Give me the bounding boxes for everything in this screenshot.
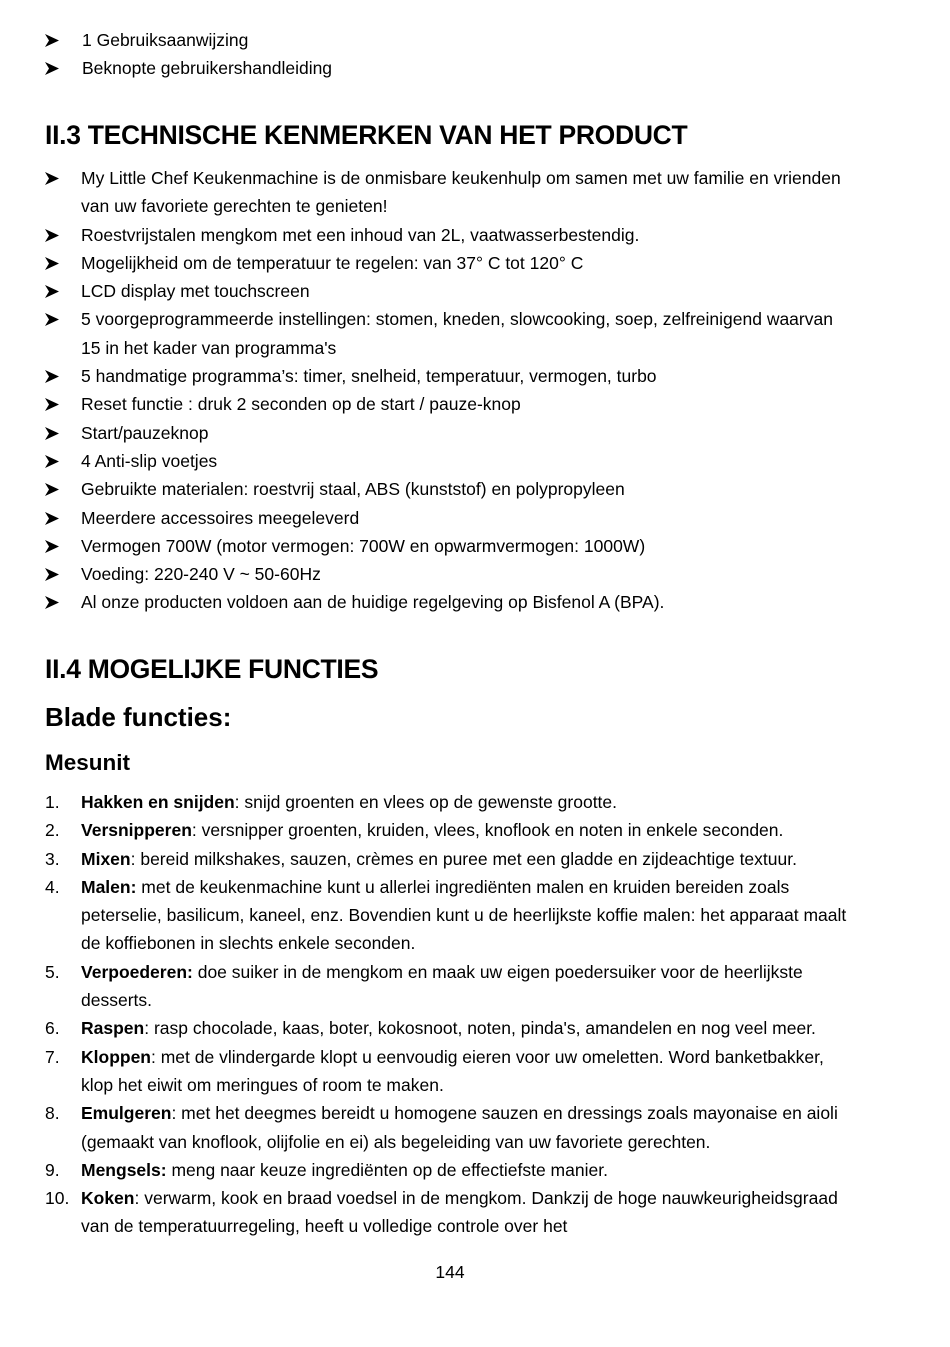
item-number: 4. (45, 876, 60, 897)
intro-list (0, 26, 950, 83)
list-item-text: Meerdere accessoires meegeleverd (81, 507, 360, 528)
item-number: 9. (45, 1159, 60, 1180)
list-item-text: Gebruikte materialen: roestvrij staal, ABS (kunststof) en polypropyleen (81, 479, 625, 500)
arrow-bullet-icon (45, 277, 63, 305)
list-item (0, 560, 841, 588)
list-item (0, 305, 841, 362)
arrow-bullet-icon (45, 532, 63, 560)
item-number: 6. (45, 1018, 60, 1039)
section-heading-functions: II.4 MOGELIJKE FUNCTIES (45, 654, 379, 684)
item-term: Mengsels: (81, 1159, 167, 1180)
list-item (0, 447, 841, 475)
item-number: 1. (45, 792, 60, 812)
item-text: : versnipper groenten, kruiden, vlees, knoflook en noten in enkele seconden. (191, 820, 784, 841)
arrow-bullet-icon (45, 54, 63, 82)
arrow-bullet-icon (45, 362, 63, 390)
item-number: 2. (45, 820, 60, 841)
item-term: Versnipperen (81, 820, 192, 841)
arrow-bullet-icon (45, 560, 63, 588)
arrow-bullet-icon (45, 221, 63, 249)
item-text: : bereid milkshakes, sauzen, crèmes en puree met een gladde en zijdeachtige textuur. (130, 848, 797, 869)
item-text: : rasp chocolade, kaas, boter, kokosnoot, noten, pinda's, amandelen en nog veel meer. (144, 1018, 816, 1039)
list-item (0, 845, 856, 873)
item-term: Emulgeren (81, 1103, 172, 1124)
arrow-bullet-icon (45, 390, 63, 418)
item-term: Koken (81, 1188, 135, 1209)
technical-features-list (0, 164, 950, 617)
list-item-text: Mogelijkheid om de temperatuur te regelen: van 37° C tot 120° C (81, 252, 584, 273)
list-item (0, 532, 841, 560)
list-item-text: LCD display met touchscreen (81, 281, 310, 302)
list-item-text: Voeding: 220-240 V ~ 50-60Hz (81, 564, 321, 585)
item-number: 10. (45, 1188, 70, 1209)
arrow-bullet-icon (45, 305, 63, 333)
arrow-bullet-icon (45, 588, 63, 616)
section-heading-technical: II.3 TECHNISCHE KENMERKEN VAN HET PRODUCT (45, 120, 688, 150)
list-item (0, 419, 841, 447)
item-term: Mixen (81, 848, 131, 869)
list-item (0, 588, 841, 616)
page-number: 144 (435, 1262, 465, 1282)
list-item (0, 1156, 856, 1184)
list-item-text: My Little Chef Keukenmachine is de onmisbare keukenhulp om samen met uw familie en vrienden van uw favoriete gerechten te genieten! (81, 168, 841, 217)
list-item (0, 788, 856, 816)
list-item-text: 5 voorgeprogrammeerde instellingen: stomen, kneden, slowcooking, soep, zelfreinigend waarvan 15 in het kader van programma's (81, 309, 833, 358)
list-item (0, 164, 841, 221)
item-term: Malen: (81, 876, 137, 897)
item-number: 3. (45, 848, 60, 869)
list-item (0, 816, 856, 844)
subheading-mesunit: Mesunit (45, 750, 131, 775)
item-term: Verpoederen: (81, 961, 193, 982)
list-item (0, 54, 842, 82)
list-item (0, 362, 841, 390)
list-item (0, 1099, 856, 1156)
list-item (0, 1043, 856, 1100)
item-text: met de keukenmachine kunt u allerlei ingrediënten malen en kruiden bereiden zoals peterselie, basilicum, kaneel, enz. Bovendien kunt u de heerlijkste koffie malen: het apparaat maalt de koffiebonen in slechts enkele seconden. (81, 876, 847, 954)
list-item (0, 1184, 856, 1241)
list-item (0, 26, 842, 54)
item-text: : met de vlindergarde klopt u eenvoudig eieren voor uw omeletten. Word banketbakker, klop het eiwit om meringues of room te maken. (81, 1046, 824, 1095)
item-term: Kloppen (81, 1046, 151, 1067)
list-item (0, 475, 841, 503)
arrow-bullet-icon (45, 249, 63, 277)
list-item (0, 221, 841, 249)
list-item-text: Vermogen 700W (motor vermogen: 700W en opwarmvermogen: 1000W) (81, 535, 646, 556)
item-text: doe suiker in de mengkom en maak uw eigen poedersuiker voor de heerlijkste desserts. (81, 961, 803, 1011)
list-item-text: 5 handmatige programma’s: timer, snelheid, temperatuur, vermogen, turbo (81, 366, 657, 387)
subheading-blade-functions: Blade functies: (45, 702, 232, 732)
list-item (0, 249, 841, 277)
item-number: 7. (45, 1046, 60, 1067)
list-item-text: Start/pauzeknop (81, 422, 209, 443)
functions-list (0, 788, 950, 1241)
arrow-bullet-icon (45, 164, 63, 192)
list-item (0, 277, 841, 305)
item-text: : snijd groenten en vlees op de gewenste grootte. (234, 792, 618, 812)
list-item-text: 4 Anti-slip voetjes (81, 450, 218, 471)
list-item (0, 390, 841, 418)
item-term: Raspen (81, 1018, 145, 1039)
item-text: : verwarm, kook en braad voedsel in de mengkom. Dankzij de hoge nauwkeurigheidsgraad van de temperatuurregeling, heeft u volledige controle over het (81, 1188, 838, 1237)
list-item-text: Al onze producten voldoen aan de huidige regelgeving op Bisfenol A (BPA). (81, 592, 665, 613)
list-item (0, 873, 856, 958)
list-item (0, 958, 856, 1015)
arrow-bullet-icon (45, 504, 63, 532)
arrow-bullet-icon (45, 447, 63, 475)
item-text: meng naar keuze ingrediënten op de effectiefste manier. (166, 1159, 608, 1180)
list-item-text: 1 Gebruiksaanwijzing (82, 30, 249, 50)
item-number: 5. (45, 961, 60, 982)
item-term: Hakken en snijden (81, 792, 235, 812)
list-item-text: Reset functie : druk 2 seconden op de start / pauze-knop (81, 394, 521, 415)
list-item (0, 1014, 856, 1042)
arrow-bullet-icon (45, 26, 63, 54)
item-number: 8. (45, 1103, 60, 1124)
arrow-bullet-icon (45, 419, 63, 447)
list-item-text: Beknopte gebruikershandleiding (82, 58, 333, 79)
arrow-bullet-icon (45, 475, 63, 503)
item-text: : met het deegmes bereidt u homogene sauzen en dressings zoals mayonaise en aioli (gemaakt van knoflook, olijfolie en ei) als begeleiding van uw favoriete gerechten. (81, 1103, 838, 1152)
list-item-text: Roestvrijstalen mengkom met een inhoud van 2L, vaatwasserbestendig. (81, 224, 640, 245)
list-item (0, 504, 841, 532)
